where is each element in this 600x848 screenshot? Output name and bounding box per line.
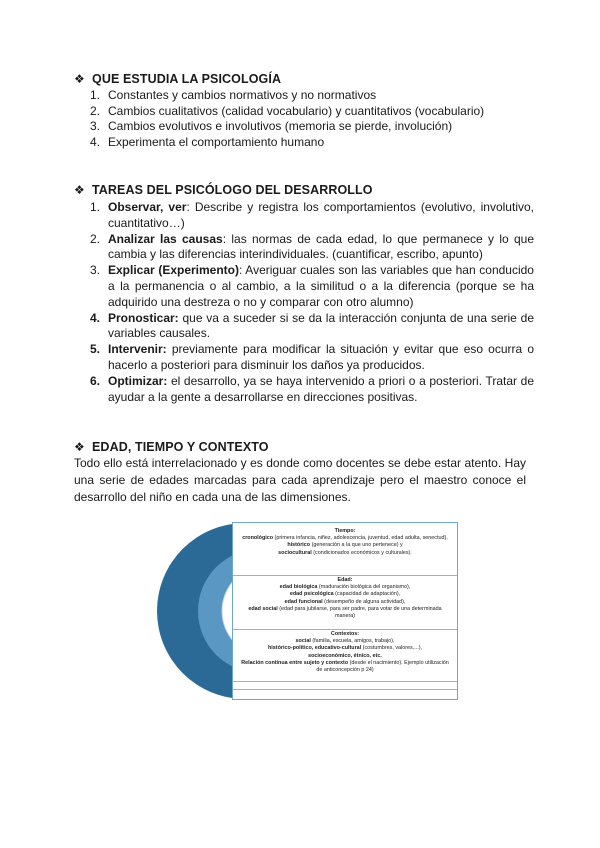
divider	[233, 681, 457, 682]
list-item: 2. Analizar las causas: las normas de cada edad, lo que permanece y lo que cambia y las diferencias interindividuales. (cuantificar, escribo, apunto)	[90, 231, 534, 262]
diamond-bullet-icon: ❖	[74, 72, 85, 86]
divider	[233, 575, 457, 576]
edad-block: Edad: edad biológica (maduración biológica del organismo), edad psicológica (capacidad de adaptación), edad funcional (desempeño de alguna actividad), edad social (edad para jubilarse, para ser padre, para votar de una determinada manera)	[248, 577, 442, 620]
list-item: 1. Constantes y cambios normativos y no normativos	[90, 88, 377, 102]
list-item: 2. Cambios cualitativos (calidad vocabulario) y cuantitativos (vocabulario)	[90, 103, 485, 118]
diamond-bullet-icon: ❖	[74, 440, 85, 454]
list-item: 4. Pronosticar: que va a suceder si se da la interacción conjunta de una serie de variables causales.	[90, 310, 534, 341]
tiempo-block: Tiempo: cronológico (primera infancia, niñez, adolescencia, juventud, edad adulta, senectud), histórico (generación a la que uno pertenece) y sociocultural (condicionados económicos y culturales).	[242, 528, 448, 556]
edad-paragraph: Todo ello está interrelacionado y es donde como docentes se debe estar atento. Hay una serie de edades marcadas para cada aprendizaje pero el maestro conoce el desarrollo del niño en cada una de las dimensiones.	[74, 456, 526, 504]
diagram-text-box	[232, 522, 458, 700]
psicologia-list	[74, 88, 534, 150]
divider	[233, 689, 457, 690]
diamond-bullet-icon: ❖	[74, 183, 85, 197]
section-title-psicologia: ❖ QUE ESTUDIA LA PSICOLOGÍA	[74, 72, 282, 86]
divider	[233, 629, 457, 630]
section-title-tareas: ❖ TAREAS DEL PSICÓLOGO DEL DESARROLLO	[74, 183, 373, 197]
tareas-list	[74, 200, 534, 405]
list-item: 6. Optimizar: el desarrollo, ya se haya intervenido a priori o a posteriori. Tratar de ayudar a la gente a desarrollarse en direcciones positivas.	[90, 373, 534, 404]
list-item: 3. Cambios evolutivos e involutivos (memoria se pierde, involución)	[90, 119, 453, 134]
list-item: 1. Observar, ver: Describe y registra los comportamientos (evolutivo, involutivo, cuantitativo…)	[90, 200, 534, 230]
contextos-block: Contextos: social (familia, escuela, amigos, trabajo), histórico-político, educativo-cultural (costumbres, valores,...), socioeconómico, étnico, etc. Relación continua entre sujeto y contexto (desde el nacimiento). Ejemplo utilización de anticoncepción p 24)	[241, 631, 449, 674]
list-item: 3. Explicar (Experimento): Averiguar cuales son las variables que han conducido a la permanencia o al cambio, a la similitud o a la diferencia (porque se ha adquirido una destreza o no y comparar con otro alumno)	[90, 263, 534, 309]
section-title-edad: ❖ EDAD, TIEMPO Y CONTEXTO	[74, 440, 269, 454]
list-item: 5. Intervenir: previamente para modificar la situación y evitar que eso ocurra o hacerlo a posteriori para disminuir los daños ya producidos.	[90, 342, 534, 372]
list-item: 4. Experimenta el comportamiento humano	[90, 134, 325, 149]
